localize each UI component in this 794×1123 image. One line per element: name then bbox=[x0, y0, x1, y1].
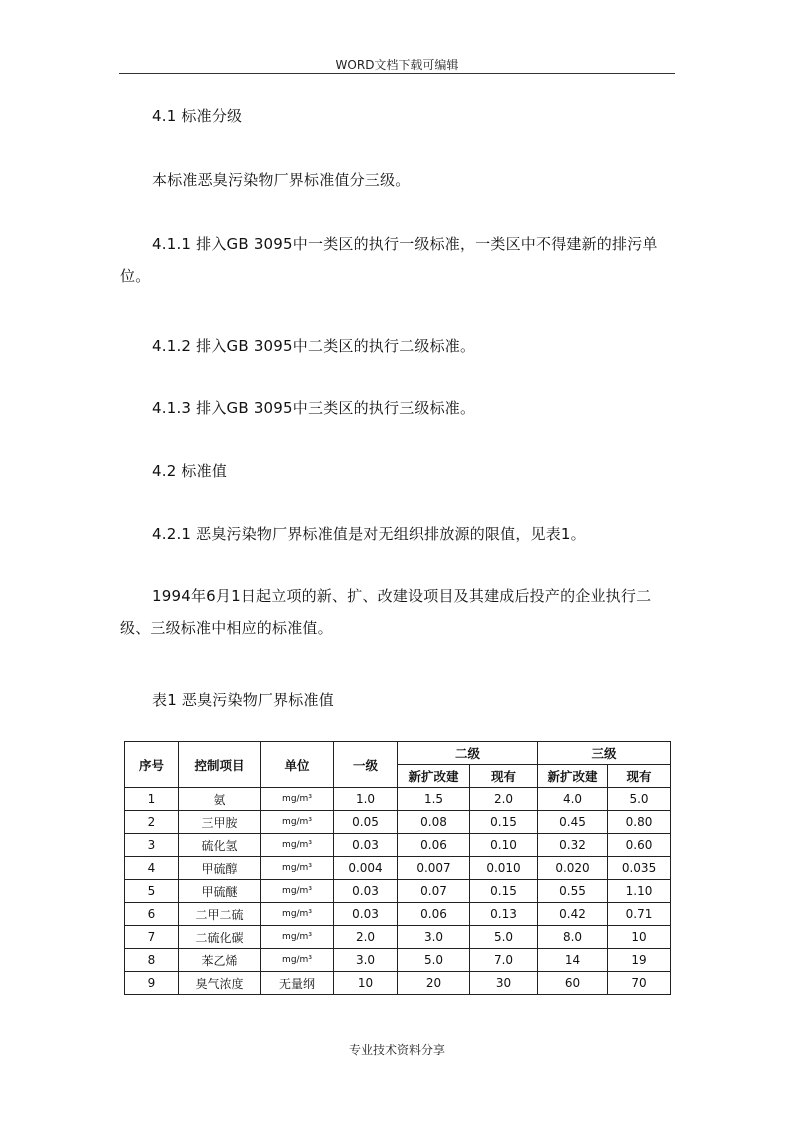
table-row bbox=[125, 949, 671, 972]
cell-unit: mg/m³ bbox=[261, 857, 334, 880]
cell-no: 1 bbox=[125, 788, 179, 811]
table-row bbox=[125, 926, 671, 949]
cell-l3-exist: 10 bbox=[608, 926, 671, 949]
cell-l2-exist: 5.0 bbox=[470, 926, 538, 949]
clause-4-1-2: 4.1.2 排入GB 3095中二类区的执行二级标准。 bbox=[152, 337, 476, 355]
cell-l2-exist: 7.0 bbox=[470, 949, 538, 972]
cell-l3-new: 14 bbox=[538, 949, 608, 972]
cell-l3-exist: 19 bbox=[608, 949, 671, 972]
cell-item: 三甲胺 bbox=[179, 811, 261, 834]
cell-l2-new: 20 bbox=[398, 972, 470, 995]
header-unit: 单位 bbox=[261, 742, 334, 788]
cell-unit: mg/m³ bbox=[261, 788, 334, 811]
clause-4-1-1: 4.1.1 排入GB 3095中一类区的执行一级标准，一类区中不得建新的排污单位。 bbox=[120, 235, 658, 285]
cell-l3-exist: 0.71 bbox=[608, 903, 671, 926]
cell-l3-exist: 70 bbox=[608, 972, 671, 995]
cell-l3-new: 8.0 bbox=[538, 926, 608, 949]
cell-l3-new: 0.32 bbox=[538, 834, 608, 857]
table-row bbox=[125, 880, 671, 903]
cell-l2-new: 0.007 bbox=[398, 857, 470, 880]
cell-l3-new: 4.0 bbox=[538, 788, 608, 811]
cell-item: 苯乙烯 bbox=[179, 949, 261, 972]
table-row bbox=[125, 834, 671, 857]
cell-l3-exist: 1.10 bbox=[608, 880, 671, 903]
cell-l1: 0.03 bbox=[334, 880, 398, 903]
cell-l1: 0.004 bbox=[334, 857, 398, 880]
page-footer: 专业技术资料分享 bbox=[348, 1043, 445, 1057]
cell-item: 甲硫醚 bbox=[179, 880, 261, 903]
cell-l2-new: 0.08 bbox=[398, 811, 470, 834]
table-caption: 表1 恶臭污染物厂界标准值 bbox=[152, 691, 334, 709]
header-level3-new: 新扩改建 bbox=[538, 765, 608, 788]
table-row bbox=[125, 857, 671, 880]
cell-unit: mg/m³ bbox=[261, 880, 334, 903]
header-level2-existing: 现有 bbox=[470, 765, 538, 788]
cell-item: 硫化氢 bbox=[179, 834, 261, 857]
cell-no: 9 bbox=[125, 972, 179, 995]
section-heading-4-2: 4.2 标准值 bbox=[152, 462, 228, 480]
cell-l2-exist: 0.15 bbox=[470, 880, 538, 903]
cell-l1: 1.0 bbox=[334, 788, 398, 811]
cell-l2-exist: 0.10 bbox=[470, 834, 538, 857]
cell-item: 二硫化碳 bbox=[179, 926, 261, 949]
header-item: 控制项目 bbox=[179, 742, 261, 788]
table-row bbox=[125, 788, 671, 811]
cell-l3-exist: 5.0 bbox=[608, 788, 671, 811]
cell-unit: mg/m³ bbox=[261, 926, 334, 949]
header-level3: 三级 bbox=[538, 742, 671, 765]
cell-l3-new: 60 bbox=[538, 972, 608, 995]
cell-l2-new: 3.0 bbox=[398, 926, 470, 949]
standard-values-table bbox=[124, 741, 671, 995]
clause-4-1-3: 4.1.3 排入GB 3095中三类区的执行三级标准。 bbox=[152, 399, 476, 417]
header-level2: 二级 bbox=[398, 742, 538, 765]
cell-unit: mg/m³ bbox=[261, 811, 334, 834]
header-level3-existing: 现有 bbox=[608, 765, 671, 788]
cell-no: 8 bbox=[125, 949, 179, 972]
cell-l1: 0.05 bbox=[334, 811, 398, 834]
cell-item: 臭气浓度 bbox=[179, 972, 261, 995]
paragraph-grading: 本标准恶臭污染物厂界标准值分三级。 bbox=[152, 171, 411, 189]
cell-no: 7 bbox=[125, 926, 179, 949]
cell-l3-new: 0.020 bbox=[538, 857, 608, 880]
cell-l2-exist: 0.15 bbox=[470, 811, 538, 834]
cell-l2-exist: 30 bbox=[470, 972, 538, 995]
cell-l2-exist: 2.0 bbox=[470, 788, 538, 811]
cell-l3-exist: 0.60 bbox=[608, 834, 671, 857]
header-no: 序号 bbox=[125, 742, 179, 788]
clause-4-2-1: 4.2.1 恶臭污染物厂界标准值是对无组织排放源的限值，见表1。 bbox=[152, 525, 586, 543]
cell-item: 甲硫醇 bbox=[179, 857, 261, 880]
cell-l1: 0.03 bbox=[334, 834, 398, 857]
cell-l3-exist: 0.035 bbox=[608, 857, 671, 880]
cell-no: 5 bbox=[125, 880, 179, 903]
cell-l1: 2.0 bbox=[334, 926, 398, 949]
cell-no: 3 bbox=[125, 834, 179, 857]
cell-l1: 10 bbox=[334, 972, 398, 995]
header-level2-new: 新扩改建 bbox=[398, 765, 470, 788]
cell-item: 二甲二硫 bbox=[179, 903, 261, 926]
cell-l1: 3.0 bbox=[334, 949, 398, 972]
header-divider bbox=[119, 73, 675, 74]
cell-item: 氨 bbox=[179, 788, 261, 811]
cell-no: 2 bbox=[125, 811, 179, 834]
cell-no: 6 bbox=[125, 903, 179, 926]
page-header: WORD文档下载可编辑 bbox=[335, 58, 459, 72]
cell-l3-new: 0.55 bbox=[538, 880, 608, 903]
paragraph-1994: 1994年6月1日起立项的新、扩、改建设项目及其建成后投产的企业执行二级、三级标准中相应的标准值。 bbox=[120, 587, 652, 637]
cell-unit: mg/m³ bbox=[261, 834, 334, 857]
cell-l3-new: 0.45 bbox=[538, 811, 608, 834]
cell-l3-exist: 0.80 bbox=[608, 811, 671, 834]
cell-unit: 无量纲 bbox=[261, 972, 334, 995]
cell-unit: mg/m³ bbox=[261, 949, 334, 972]
cell-unit: mg/m³ bbox=[261, 903, 334, 926]
cell-no: 4 bbox=[125, 857, 179, 880]
cell-l2-new: 0.06 bbox=[398, 834, 470, 857]
table-row bbox=[125, 903, 671, 926]
header-level1: 一级 bbox=[334, 742, 398, 788]
cell-l3-new: 0.42 bbox=[538, 903, 608, 926]
table-body bbox=[125, 788, 671, 995]
cell-l2-new: 0.06 bbox=[398, 903, 470, 926]
cell-l2-new: 0.07 bbox=[398, 880, 470, 903]
table-row bbox=[125, 811, 671, 834]
table-row bbox=[125, 972, 671, 995]
cell-l1: 0.03 bbox=[334, 903, 398, 926]
cell-l2-exist: 0.13 bbox=[470, 903, 538, 926]
section-heading-4-1: 4.1 标准分级 bbox=[152, 107, 243, 125]
cell-l2-new: 1.5 bbox=[398, 788, 470, 811]
cell-l2-exist: 0.010 bbox=[470, 857, 538, 880]
cell-l2-new: 5.0 bbox=[398, 949, 470, 972]
